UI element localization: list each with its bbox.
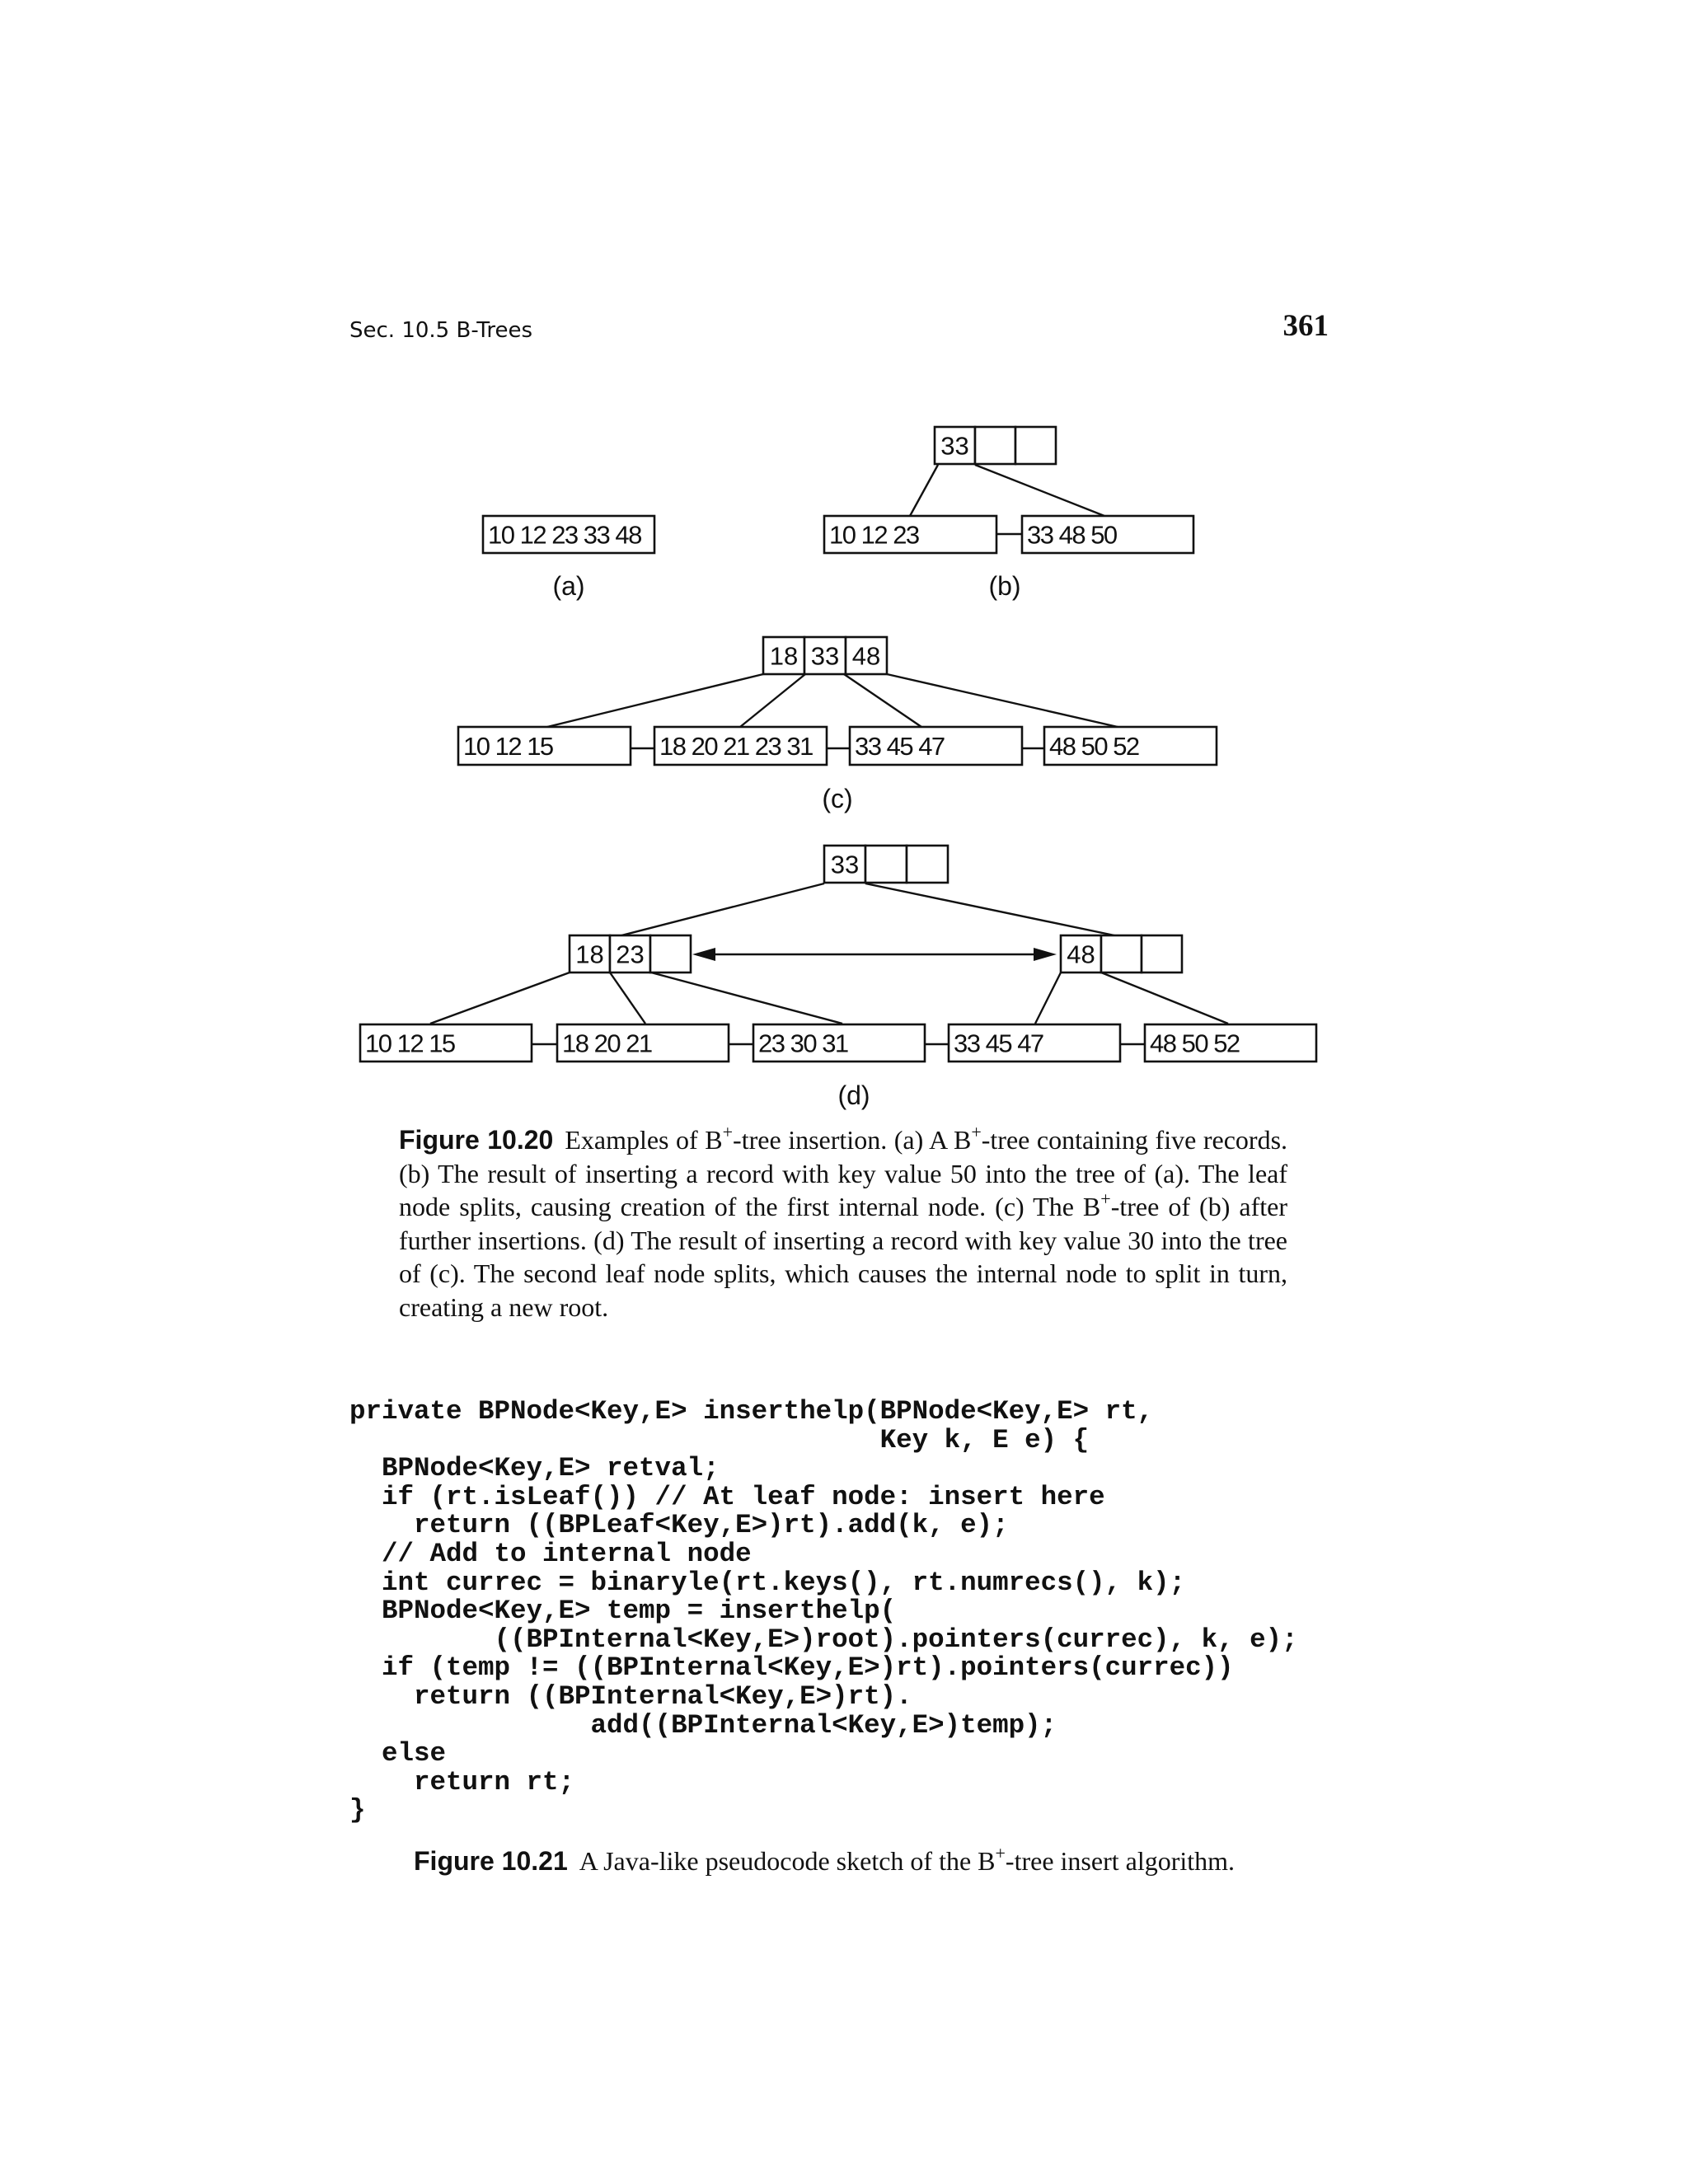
leaf-keys: 10 12 23 33 48 bbox=[488, 520, 641, 550]
code-line: // Add to internal node bbox=[349, 1538, 752, 1569]
edge-d-root-right bbox=[865, 883, 1114, 935]
leaf-keys: 10 12 15 bbox=[463, 732, 553, 761]
code-line: add((BPInternal<Key,E>)temp); bbox=[349, 1709, 1057, 1741]
caption-20-superscript-2: + bbox=[971, 1122, 982, 1142]
code-line: return ((BPLeaf<Key,E>)rt).add(k, e); bbox=[349, 1510, 1009, 1541]
leaf-keys: 10 12 15 bbox=[365, 1029, 455, 1058]
code-line: } bbox=[349, 1795, 366, 1826]
code-line: BPNode<Key,E> retval; bbox=[349, 1453, 720, 1484]
root-node-d bbox=[824, 846, 948, 883]
node-key: 48 bbox=[851, 641, 881, 671]
node-key: 23 bbox=[616, 940, 645, 969]
code-line: int currec = binaryle(rt.keys(), rt.numrecs(), k); bbox=[349, 1567, 1186, 1598]
tree-nodes bbox=[360, 427, 1316, 1062]
panel-label-a: (a) bbox=[552, 571, 585, 601]
caption-20-text-4: -tree of (b) after further insertions. (d) The result of inserting a record with key value 30 into the tree of (c). The second leaf node splits, which causes the internal node to split in turn, creating a new root. bbox=[399, 1192, 1288, 1322]
code-line: if (temp != ((BPInternal<Key,E>)rt).pointers(currec)) bbox=[349, 1652, 1234, 1684]
arrowhead-left bbox=[692, 948, 715, 961]
caption-21-superscript: + bbox=[995, 1843, 1006, 1863]
caption-20-text-2: -tree insertion. (a) A B bbox=[733, 1125, 972, 1155]
edge-d-right-1 bbox=[1035, 972, 1061, 1024]
code-line: BPNode<Key,E> temp = inserthelp( bbox=[349, 1596, 897, 1627]
leaf-keys: 48 50 52 bbox=[1049, 732, 1139, 761]
node-key: 48 bbox=[1067, 940, 1095, 969]
key-cell bbox=[1101, 935, 1142, 972]
node-key: 18 bbox=[769, 641, 799, 671]
leaf-d-3 bbox=[753, 1024, 925, 1062]
edge-c-root-3 bbox=[844, 674, 921, 727]
caption-20-text-3: -tree containing five records. (b) The result of inserting a record with key value 50 into the tree of (a). The leaf node splits, causing creation of the first internal node. (c) The B bbox=[399, 1125, 1288, 1221]
code-line: Key k, E e) { bbox=[349, 1424, 1090, 1455]
leaf-keys: 18 20 21 23 31 bbox=[659, 732, 813, 761]
leaf-b-1 bbox=[824, 516, 996, 553]
edge-d-right-2 bbox=[1101, 972, 1228, 1024]
running-head: Sec. 10.5 B-Trees bbox=[349, 318, 533, 343]
edge-c-root-2 bbox=[740, 674, 805, 727]
leaf-c-3 bbox=[850, 727, 1022, 765]
leaf-d-1 bbox=[360, 1024, 532, 1062]
leaf-b-2 bbox=[1022, 516, 1193, 553]
edge-d-left-3 bbox=[651, 972, 842, 1024]
internal-node-d-right bbox=[1061, 935, 1182, 972]
panel-label-d: (d) bbox=[837, 1080, 870, 1110]
leaf-d-5 bbox=[1145, 1024, 1316, 1062]
panel-label-c: (c) bbox=[822, 784, 853, 813]
caption-20-superscript-3: + bbox=[1100, 1188, 1111, 1209]
edge-c-root-1 bbox=[547, 674, 763, 727]
root-node-b bbox=[935, 427, 1056, 464]
leaf-c-2 bbox=[654, 727, 827, 765]
key-cell bbox=[865, 846, 907, 883]
figure-10-21-caption bbox=[414, 1844, 1403, 1878]
root-node-c bbox=[763, 637, 887, 674]
panel-label-b: (b) bbox=[988, 571, 1021, 601]
edge-c-root-4 bbox=[887, 674, 1118, 727]
code-line: if (rt.isLeaf()) // At leaf node: insert here bbox=[349, 1481, 1105, 1512]
caption-20-superscript-1: + bbox=[722, 1122, 734, 1142]
leaf-c-1 bbox=[458, 727, 631, 765]
node-key: 18 bbox=[575, 940, 604, 969]
caption-21-text-2: -tree insert algorithm. bbox=[1005, 1846, 1236, 1876]
leaf-keys: 48 50 52 bbox=[1150, 1029, 1240, 1058]
code-line: private BPNode<Key,E> inserthelp(BPNode<Key,E> rt, bbox=[349, 1396, 1154, 1427]
leaf-c-4 bbox=[1044, 727, 1217, 765]
edge-d-root-left bbox=[621, 883, 824, 935]
node-key: 33 bbox=[940, 431, 969, 461]
leaf-d-2 bbox=[557, 1024, 729, 1062]
edge-b-root-left bbox=[910, 465, 938, 516]
internal-node-d-left bbox=[570, 935, 691, 972]
key-cell bbox=[975, 427, 1015, 464]
caption-20-text-1: Examples of B bbox=[565, 1125, 723, 1155]
leaf-a-1 bbox=[483, 516, 654, 553]
page-number: 361 bbox=[1282, 309, 1329, 343]
edge-b-root-right bbox=[975, 465, 1104, 516]
leaf-keys: 33 45 47 bbox=[855, 732, 945, 761]
code-line: ((BPInternal<Key,E>)root).pointers(currec), k, e); bbox=[349, 1624, 1298, 1655]
leaf-keys: 18 20 21 bbox=[562, 1029, 652, 1058]
figure-10-21-label: Figure 10.21 bbox=[414, 1846, 568, 1876]
leaf-keys: 10 12 23 bbox=[829, 520, 919, 550]
caption-21-text-1: A Java-like pseudocode sketch of the B bbox=[579, 1846, 996, 1876]
node-key: 33 bbox=[830, 850, 860, 879]
code-line: return ((BPInternal<Key,E>)rt). bbox=[349, 1680, 912, 1712]
leaf-keys: 23 30 31 bbox=[758, 1029, 848, 1058]
inserthelp-code-listing bbox=[349, 1398, 1298, 1825]
leaf-d-4 bbox=[949, 1024, 1120, 1062]
figure-10-20-caption bbox=[399, 1123, 1287, 1324]
node-key: 33 bbox=[810, 641, 840, 671]
edge-d-left-2 bbox=[610, 972, 645, 1024]
key-cell bbox=[650, 935, 691, 972]
figure-10-20-label: Figure 10.20 bbox=[399, 1125, 554, 1155]
edge-d-left-1 bbox=[430, 972, 570, 1024]
leaf-keys: 33 48 50 bbox=[1027, 520, 1117, 550]
arrowhead-right bbox=[1034, 948, 1057, 961]
leaf-keys: 33 45 47 bbox=[954, 1029, 1043, 1058]
key-cell bbox=[1015, 427, 1056, 464]
key-cell bbox=[1142, 935, 1182, 972]
key-cell bbox=[907, 846, 948, 883]
code-line: return rt; bbox=[349, 1766, 575, 1797]
code-line: else bbox=[349, 1738, 447, 1769]
